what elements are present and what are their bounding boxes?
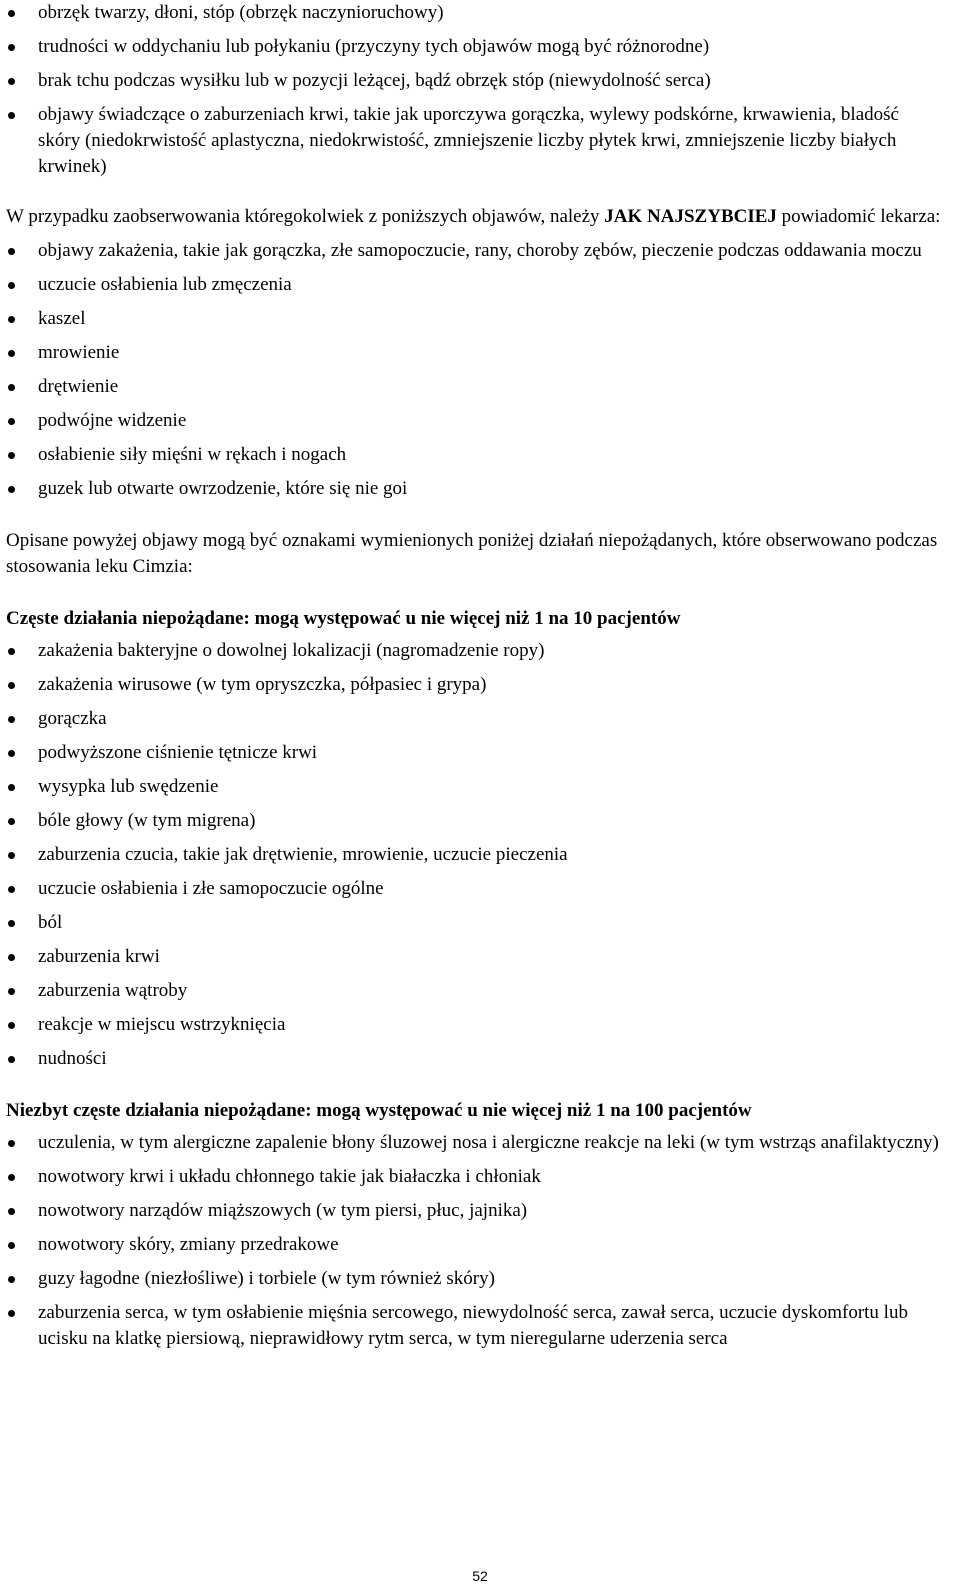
notify-text-emphasis: JAK NAJSZYBCIEJ [604,206,777,227]
list-item: ból [6,910,952,936]
list-item: bóle głowy (w tym migrena) [6,808,952,834]
list-item: guzek lub otwarte owrzodzenie, które się nie goi [6,476,952,502]
list-item: zaburzenia wątroby [6,978,952,1004]
list-item: podwyższone ciśnienie tętnicze krwi [6,740,952,766]
list-item: reakcje w miejscu wstrzyknięcia [6,1012,952,1038]
list-item: zakażenia bakteryjne o dowolnej lokalizacji (nagromadzenie ropy) [6,638,952,664]
list-item: drętwienie [6,374,952,400]
notify-text-before: W przypadku zaobserwowania któregokolwiek z poniższych objawów, należy [6,206,605,227]
list-item: nudności [6,1046,952,1072]
list-item: gorączka [6,706,952,732]
list-item: uczucie osłabienia lub zmęczenia [6,272,952,298]
list-item: uczulenia, w tym alergiczne zapalenie błony śluzowej nosa i alergiczne reakcje na leki (w tym wstrząs anafilaktyczny) [6,1130,952,1156]
list-item: nowotwory skóry, zmiany przedrakowe [6,1232,952,1258]
list-item: osłabienie siły mięśni w rękach i nogach [6,442,952,468]
list-item: podwójne widzenie [6,408,952,434]
list-item: obrzęk twarzy, dłoni, stóp (obrzęk naczynioruchowy) [6,0,952,26]
list-item: objawy świadczące o zaburzeniach krwi, takie jak uporczywa gorączka, wylewy podskórne, krwawienia, bladość skóry (niedokrwistość aplastyczna, niedokrwistość, zmniejszenie liczby płytek krwi, zmniejszenie liczby białych krwinek) [6,102,952,180]
list-item: kaszel [6,306,952,332]
list-item: zaburzenia serca, w tym osłabienie mięśnia sercowego, niewydolność serca, zawał serca, uczucie dyskomfortu lub ucisku na klatkę piersiową, nieprawidłowy rytm serca, w tym nieregularne uderzenia serca [6,1300,952,1352]
list-item: brak tchu podczas wysiłku lub w pozycji leżącej, bądź obrzęk stóp (niewydolność serca) [6,68,952,94]
uncommon-effects-list [6,1130,952,1352]
list-item: nowotwory krwi i układu chłonnego takie jak białaczka i chłoniak [6,1164,952,1190]
list-item: mrowienie [6,340,952,366]
list-item: trudności w oddychaniu lub połykaniu (przyczyny tych objawów mogą być różnorodne) [6,34,952,60]
section-heading-common: Częste działania niepożądane: mogą występować u nie więcej niż 1 na 10 pacjentów [6,608,681,629]
document-page [6,0,952,1360]
notify-doctor-paragraph [6,204,952,230]
common-effects-list [6,638,952,1072]
list-item: zaburzenia czucia, takie jak drętwienie, mrowienie, uczucie pieczenia [6,842,952,868]
section-heading-uncommon: Niezbyt częste działania niepożądane: mogą występować u nie więcej niż 1 na 100 pacjentów [6,1100,752,1121]
list-item: guzy łagodne (niezłośliwe) i torbiele (w tym również skóry) [6,1266,952,1292]
intro-paragraph: Opisane powyżej objawy mogą być oznakami wymienionych poniżej działań niepożądanych, które obserwowano podczas stosowania leku Cimzia: [6,530,938,577]
list-item: zaburzenia krwi [6,944,952,970]
notify-text-after: powiadomić lekarza: [776,206,941,227]
symptom-list-notify [6,238,952,502]
list-item: zakażenia wirusowe (w tym opryszczka, półpasiec i grypa) [6,672,952,698]
list-item: wysypka lub swędzenie [6,774,952,800]
symptom-list-serious [6,0,952,180]
list-item: uczucie osłabienia i złe samopoczucie ogólne [6,876,952,902]
page-number: 52 [472,1568,488,1584]
list-item: objawy zakażenia, takie jak gorączka, złe samopoczucie, rany, choroby zębów, pieczenie podczas oddawania moczu [6,238,952,264]
list-item: nowotwory narządów miąższowych (w tym piersi, płuc, jajnika) [6,1198,952,1224]
